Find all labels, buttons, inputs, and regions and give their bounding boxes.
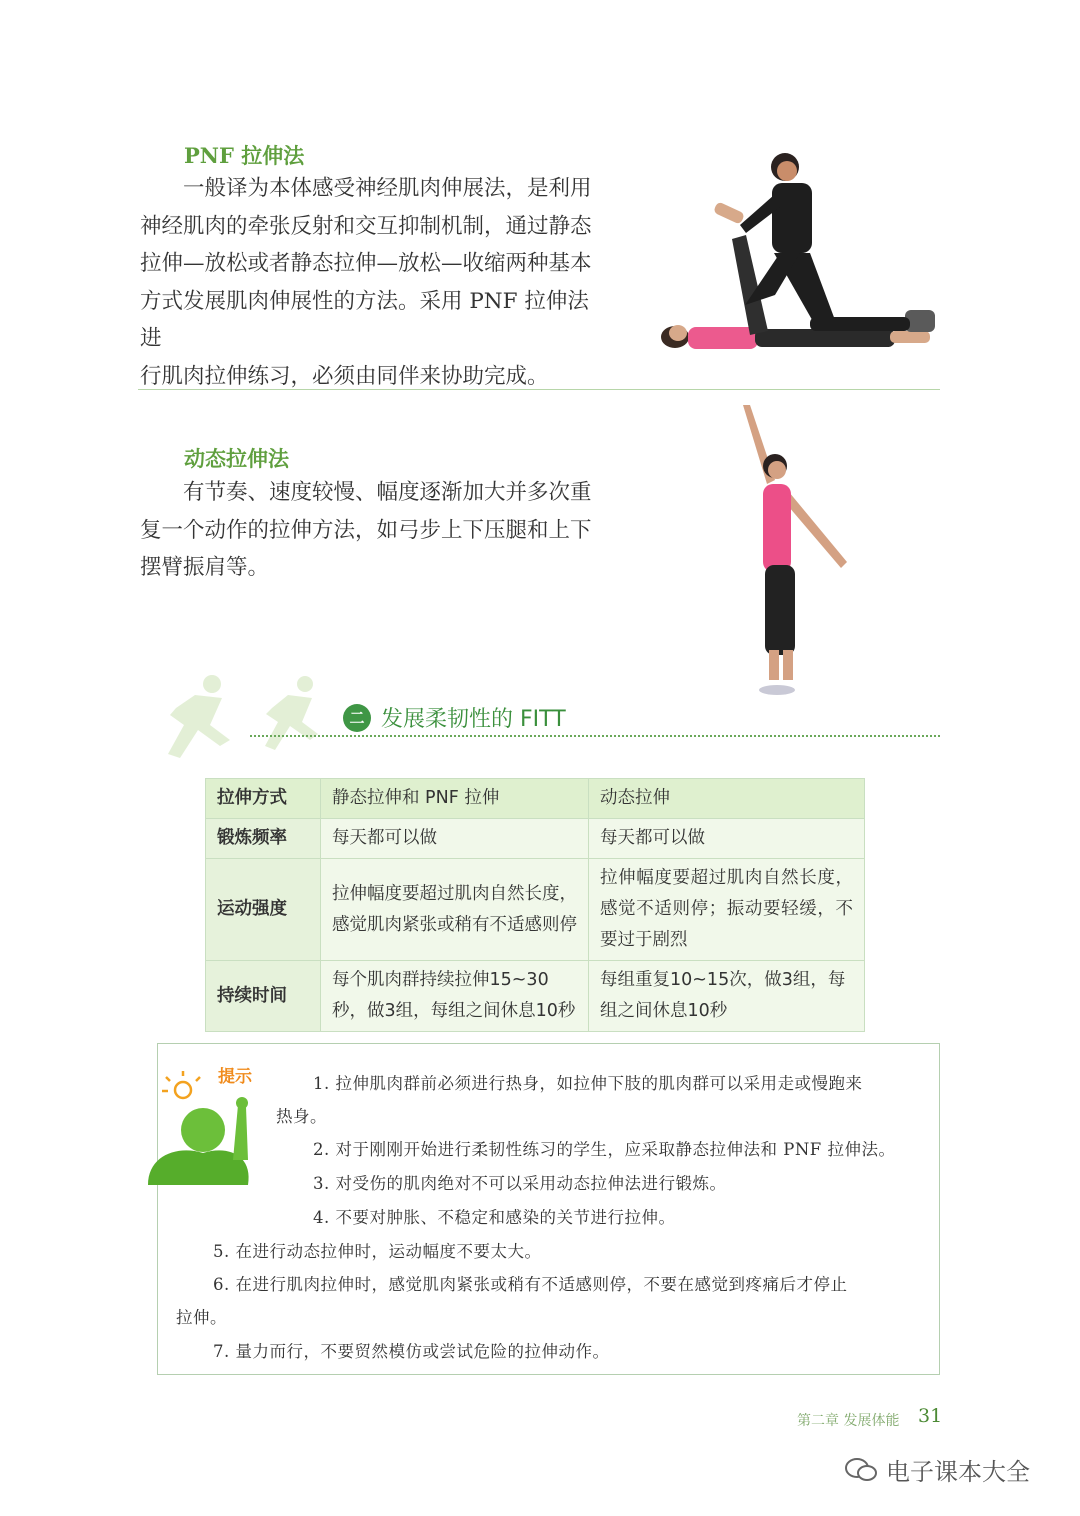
fitt-title-text: 发展柔韧性的 FITT [381, 707, 566, 732]
table-header-cell: 拉伸方式 [206, 779, 321, 819]
table-header-cell: 静态拉伸和 PNF 拉伸 [321, 779, 589, 819]
section-number-badge: 二 [343, 704, 371, 732]
pnf-line: 拉伸—放松或者静态拉伸—放松—收缩两种基本 [140, 251, 592, 276]
dotted-rule [250, 735, 940, 737]
runner-silhouette-icon [140, 670, 340, 770]
table-row [206, 961, 865, 1032]
pnf-paragraph [140, 170, 610, 395]
tip-item: 拉伸。 [176, 1308, 227, 1327]
fitt-section-title [343, 702, 566, 733]
tip-item: 5. 在进行动态拉伸时，运动幅度不要太大。 [213, 1242, 542, 1261]
table-row [206, 819, 865, 859]
dynamic-line: 摆臂振肩等。 [140, 555, 270, 580]
tip-item: 4. 不要对肿胀、不稳定和感染的关节进行拉伸。 [313, 1208, 676, 1227]
table-cell: 每天都可以做 [589, 819, 865, 859]
wechat-icon [844, 1457, 878, 1483]
chapter-footer: 第二章 发展体能 [797, 1413, 900, 1429]
tip-item: 2. 对于刚刚开始进行柔韧性练习的学生，应采取静态拉伸法和 PNF 拉伸法。 [313, 1140, 896, 1159]
row-label: 运动强度 [206, 859, 321, 961]
tip-item: 6. 在进行肌肉拉伸时，感觉肌肉紧张或稍有不适感则停，不要在感觉到疼痛后才停止 [213, 1275, 848, 1294]
section-divider [138, 389, 940, 390]
fitt-table [205, 778, 865, 1032]
table-header-cell: 动态拉伸 [589, 779, 865, 819]
row-label: 锻炼频率 [206, 819, 321, 859]
table-cell: 拉伸幅度要超过肌肉自然长度，感觉不适则停；振动要轻缓，不要过于剧烈 [589, 859, 865, 961]
dynamic-paragraph [140, 474, 610, 587]
tip-item: 热身。 [276, 1107, 327, 1126]
pnf-heading: PNF 拉伸法 [184, 143, 305, 168]
table-cell: 拉伸幅度要超过肌肉自然长度，感觉肌肉紧张或稍有不适感则停 [321, 859, 589, 961]
pnf-line: 神经肌肉的牵张反射和交互抑制机制，通过静态 [140, 213, 592, 239]
dynamic-stretch-photo [725, 400, 855, 700]
table-row [206, 859, 865, 961]
tip-item: 3. 对受伤的肌肉绝对不可以采用动态拉伸法进行锻炼。 [313, 1174, 727, 1193]
table-cell: 每天都可以做 [321, 819, 589, 859]
table-cell: 每组重复10~15次，做3组，每组之间休息10秒 [589, 961, 865, 1032]
watermark-text: 电子课本大全 [886, 1458, 1030, 1486]
table-header-row [206, 779, 865, 819]
row-label: 持续时间 [206, 961, 321, 1032]
watermark [844, 1452, 1030, 1487]
dynamic-heading: 动态拉伸法 [184, 446, 289, 471]
tip-item: 7. 量力而行，不要贸然模仿或尝试危险的拉伸动作。 [213, 1342, 610, 1361]
tip-item: 1. 拉伸肌肉群前必须进行热身，如拉伸下肢的肌肉群可以采用走或慢跑来 [313, 1074, 863, 1093]
table-cell: 每个肌肉群持续拉伸15~30秒，做3组，每组之间休息10秒 [321, 961, 589, 1032]
pnf-line: 方式发展肌肉伸展性的方法。采用 PNF 拉伸法进 [140, 288, 589, 351]
tip-label: 提示 [218, 1067, 252, 1087]
pnf-line: 行肌肉拉伸练习，必须由同伴来协助完成。 [140, 363, 549, 389]
pnf-partner-stretch-photo [650, 145, 945, 360]
page-number: 31 [918, 1405, 943, 1427]
dynamic-line: 有节奏、速度较慢、幅度逐渐加大并多次重 [183, 480, 592, 505]
dynamic-line: 复一个动作的拉伸方法，如弓步上下压腿和上下 [140, 517, 592, 543]
pnf-line: 一般译为本体感受神经肌肉伸展法，是利用 [183, 176, 592, 201]
